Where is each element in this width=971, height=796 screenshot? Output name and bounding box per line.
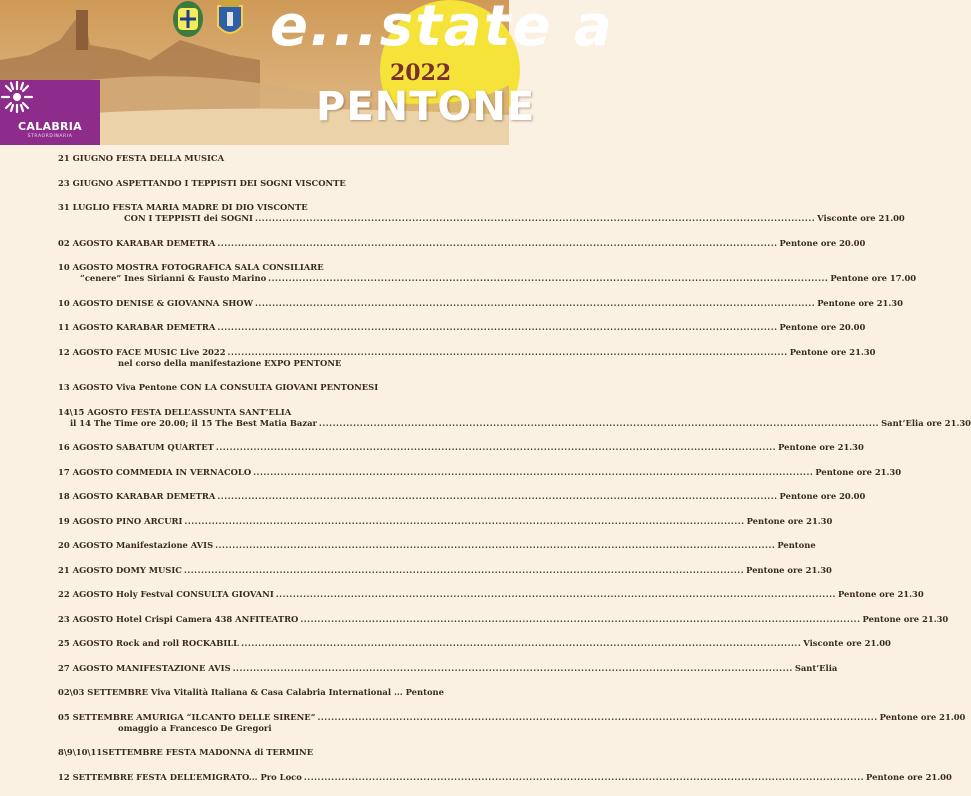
event-location: Pentone ore 21.30	[789, 346, 876, 357]
event-title: 17 AGOSTO COMMEDIA IN VERNACOLO	[58, 466, 252, 477]
event-title: 20 AGOSTO Manifestazione AVIS	[58, 540, 214, 550]
dot-leader	[300, 614, 860, 625]
event-location: Visconte ore 21.00	[817, 213, 905, 223]
brand-tagline: STRAORDINARIA	[27, 134, 73, 139]
title-script: e...state a	[270, 0, 614, 59]
event-row	[58, 382, 458, 393]
event-location: Pentone ore 21.30	[817, 297, 903, 308]
calabria-brand-badge	[0, 80, 100, 145]
event-detail-row	[58, 417, 971, 429]
event-row	[58, 540, 816, 551]
event-location: Pentone ore 21.30	[815, 466, 902, 477]
event-title: 02 AGOSTO KARABAR DEMETRA	[58, 237, 216, 248]
event-detail-row	[58, 273, 917, 284]
event-row	[58, 771, 952, 783]
event-location: Pentone ore 17.00	[830, 273, 917, 283]
event-row	[58, 237, 866, 249]
event-title: 16 AGOSTO SABATUM QUARTET	[58, 442, 214, 452]
dot-leader	[216, 442, 776, 453]
event-title: 13 AGOSTO Viva Pentone CON LA CONSULTA GIOVANI PENTONESI	[58, 382, 379, 392]
event-location: Pentone	[777, 540, 816, 550]
event-title: 19 AGOSTO PINO ARCURI	[58, 515, 183, 526]
dot-leader	[317, 712, 877, 723]
dot-leader	[217, 238, 777, 249]
event-title: 23 GIUGNO ASPETTANDO I TEPPISTI DEI SOGNI VISCONTE	[58, 177, 346, 188]
event-title: 21 AGOSTO DOMY MUSIC	[58, 564, 182, 575]
title-year: 2022	[390, 60, 452, 86]
event-location: Pentone ore 21.30	[837, 589, 924, 599]
event-title: 11 AGOSTO KARABAR DEMETRA	[58, 322, 216, 332]
event-title: 02\03 SETTEMBRE Viva Vitalità Italiana & Casa Calabria International ... Pentone	[58, 687, 444, 697]
event-location: Pentone ore 20.00	[779, 322, 866, 332]
event-row	[58, 407, 458, 418]
title-town: PENTONE	[316, 84, 536, 130]
dot-leader	[268, 273, 828, 284]
calabria-region-crest-icon	[172, 0, 204, 38]
event-row	[58, 262, 458, 273]
event-title: 10 AGOSTO DENISE & GIOVANNA SHOW	[58, 297, 253, 308]
event-row	[58, 613, 949, 625]
event-title: 12 SETTEMBRE FESTA DELL’EMIGRATO... Pro Loco	[58, 771, 302, 782]
event-detail: “cenere” Ines Sirianni & Fausto Marino	[80, 273, 267, 283]
dot-leader	[217, 322, 777, 333]
event-location: Pentone ore 20.00	[779, 491, 866, 501]
bell-tower-shape	[76, 10, 88, 50]
event-row	[58, 747, 458, 758]
event-location: Pentone ore 21.30	[746, 564, 832, 575]
event-row	[58, 687, 458, 698]
event-detail-row	[58, 213, 905, 224]
event-title: 21 GIUGNO FESTA DELLA MUSICA	[58, 153, 225, 163]
dot-leader	[184, 565, 744, 576]
poster-header	[0, 0, 614, 145]
dot-leader	[217, 491, 777, 502]
dot-leader	[255, 213, 815, 224]
event-row	[58, 515, 833, 527]
event-location: Pentone ore 21.00	[879, 711, 966, 722]
event-detail: il 14 The Time ore 20.00; il 15 The Best Matia Bazar	[70, 417, 317, 428]
event-row	[58, 491, 866, 502]
brand-name: CALABRIA	[18, 120, 82, 133]
event-row	[58, 442, 864, 453]
event-row	[58, 638, 891, 649]
dot-leader	[304, 772, 864, 783]
event-detail: CON I TEPPISTI dei SOGNI	[124, 213, 253, 223]
event-title: 05 SETTEMBRE AMURIGA “ILCANTO DELLE SIRENE”	[58, 711, 316, 722]
event-row	[58, 662, 838, 674]
event-title: 22 AGOSTO Holy Festval CONSULTA GIOVANI	[58, 589, 274, 599]
dot-leader	[228, 347, 788, 358]
event-note: nel corso della manifestazione EXPO PENTONE	[118, 357, 342, 368]
event-title: 25 AGOSTO Rock and roll ROCKABILL	[58, 638, 240, 648]
event-location: Pentone ore 20.00	[779, 237, 866, 248]
event-row	[58, 153, 458, 164]
event-location: Sant’Elia	[794, 662, 838, 673]
event-title: 27 AGOSTO MANIFESTAZIONE AVIS	[58, 662, 231, 673]
event-location: Sant’Elia ore 21.30	[881, 417, 971, 428]
event-location: Pentone ore 21.30	[862, 613, 949, 624]
event-location: Pentone ore 21.00	[866, 771, 952, 782]
dot-leader	[319, 418, 879, 429]
event-title: 10 AGOSTO MOSTRA FOTOGRAFICA SALA CONSILIARE	[58, 262, 324, 272]
event-title: 14\15 AGOSTO FESTA DELL’ASSUNTA SANT’ELIA	[58, 406, 292, 417]
event-row	[58, 711, 966, 723]
event-title: 23 AGOSTO Hotel Crispi Camera 438 ANFITEATRO	[58, 613, 299, 624]
dot-leader	[255, 298, 815, 309]
event-row	[58, 202, 458, 213]
events-list	[58, 153, 971, 796]
event-location: Pentone ore 21.30	[746, 515, 833, 526]
event-note: omaggio a Francesco De Gregori	[118, 722, 272, 733]
event-row	[58, 466, 902, 478]
event-row	[58, 322, 866, 333]
pentone-municipal-crest-icon	[214, 0, 246, 42]
event-row	[58, 589, 924, 600]
event-title: 18 AGOSTO KARABAR DEMETRA	[58, 491, 216, 501]
event-location: Visconte ore 21.00	[803, 638, 891, 648]
dot-leader	[241, 638, 801, 649]
event-row	[58, 346, 876, 358]
dot-leader	[215, 540, 775, 551]
event-row	[58, 564, 832, 576]
event-row	[58, 297, 903, 309]
event-row	[58, 178, 458, 189]
event-title: 12 AGOSTO FACE MUSIC Live 2022	[58, 346, 226, 357]
event-title: 8\9\10\11SETTEMBRE FESTA MADONNA di TERMINE	[58, 747, 314, 757]
dot-leader	[276, 589, 836, 600]
dot-leader	[253, 467, 813, 478]
event-location: Pentone ore 21.30	[778, 442, 864, 452]
dot-leader	[184, 516, 744, 527]
sunburst-logo-icon	[0, 80, 34, 114]
dot-leader	[233, 663, 793, 674]
event-title: 31 LUGLIO FESTA MARIA MADRE DI DIO VISCONTE	[58, 202, 308, 212]
